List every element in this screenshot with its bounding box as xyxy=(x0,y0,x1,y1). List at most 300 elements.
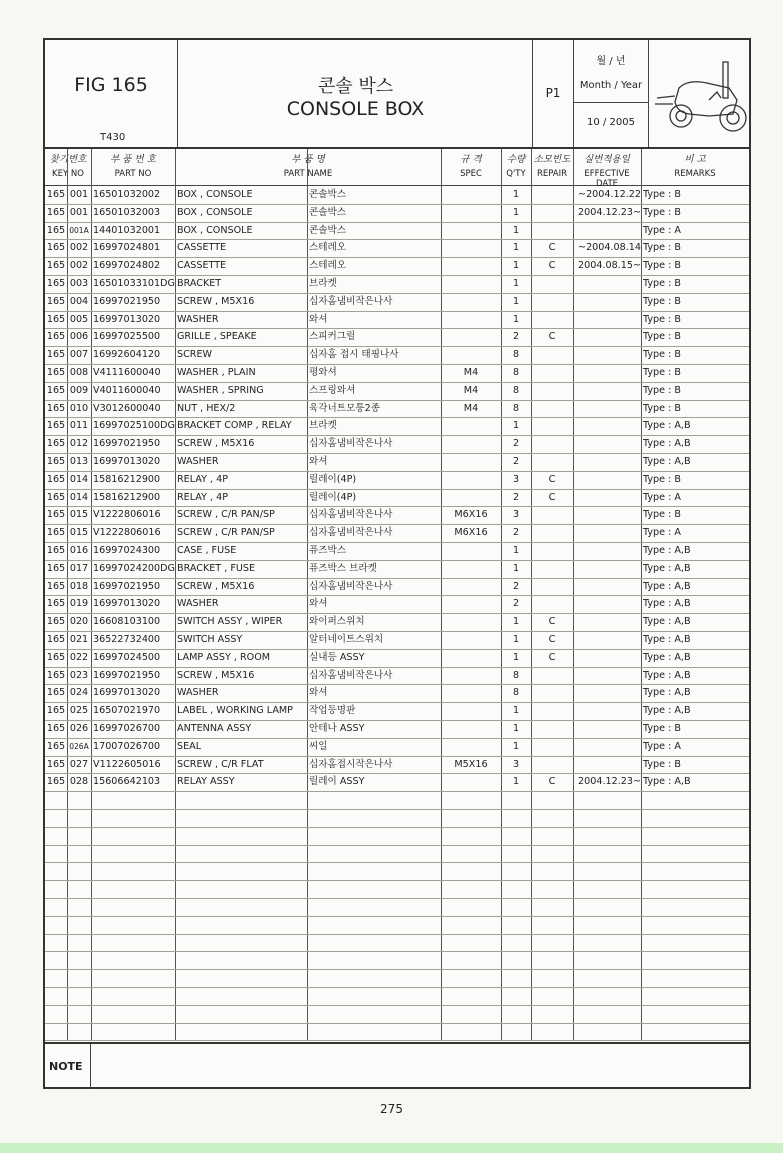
cell-fig: 165 xyxy=(46,776,66,788)
cell-remarks: Type : B xyxy=(643,723,681,734)
cell-fig: 165 xyxy=(46,634,66,645)
cell-name-kr: 십자홈냄비작은나사 xyxy=(309,509,393,521)
tractor-icon xyxy=(649,48,749,138)
cell-fig: 165 xyxy=(46,331,66,343)
cell-qty: 8 xyxy=(512,349,520,361)
cell-remarks: Type : A xyxy=(643,527,681,539)
cell-date: 2004.12.23~ xyxy=(578,776,641,788)
col-remarks-en: REMARKS xyxy=(674,169,716,179)
cell-name-en: BOX , CONSOLE xyxy=(177,206,253,218)
table-row xyxy=(45,631,749,650)
cell-part: 16992604120 xyxy=(93,349,161,361)
col-key-kr: 찾기번호 xyxy=(49,154,87,165)
cell-part: 16997024300 xyxy=(93,545,161,556)
cell-name-en: NUT , HEX/2 xyxy=(177,402,236,414)
cell-name-kr: 퓨즈박스 브라켓 xyxy=(309,562,377,574)
cell-fig: 165 xyxy=(46,723,66,734)
col-spec-en: SPEC xyxy=(460,169,482,179)
table-row xyxy=(45,756,749,775)
table-row xyxy=(45,204,749,223)
table-row xyxy=(45,862,749,881)
cell-qty: 2 xyxy=(512,598,520,610)
cell-fig: 165 xyxy=(46,473,66,485)
cell-qty: 1 xyxy=(512,740,520,752)
cell-part: 16997024500 xyxy=(93,651,161,663)
cell-part: 15816212900 xyxy=(93,473,161,485)
cell-remarks: Type : A,B xyxy=(643,545,691,556)
cell-name-en: CASSETTE xyxy=(177,242,227,254)
cell-remarks: Type : A,B xyxy=(643,669,691,681)
cell-name-en: SCREW , M5X16 xyxy=(177,438,255,450)
cell-fig: 165 xyxy=(46,705,66,717)
cell-name-kr: 브라켓 xyxy=(309,420,337,432)
note-section xyxy=(45,1042,749,1089)
cell-part: 15816212900 xyxy=(93,491,161,503)
cell-key: 020 xyxy=(69,616,89,628)
cell-repair: C xyxy=(548,616,556,628)
table-row xyxy=(45,613,749,632)
cell-date: ~2004.08.14 xyxy=(578,242,641,254)
cell-remarks: Type : A,B xyxy=(643,420,691,432)
table-row xyxy=(45,328,749,347)
cell-spec: M4 xyxy=(463,367,479,378)
cell-remarks: Type : B xyxy=(643,509,681,521)
cell-name-kr: 와이퍼스위치 xyxy=(309,616,365,628)
model-label: T430 xyxy=(100,132,126,143)
figure-number: FIG 165 xyxy=(74,74,148,96)
cell-remarks: Type : A xyxy=(643,740,681,752)
cell-name-kr: 콘솔박스 xyxy=(309,206,347,218)
cell-repair: C xyxy=(548,491,556,503)
table-row xyxy=(45,595,749,614)
cell-part: 16997021950 xyxy=(93,580,161,592)
cell-name-en: WASHER xyxy=(177,687,219,699)
cell-remarks: Type : B xyxy=(643,278,681,289)
cell-name-kr: 스테레오 xyxy=(309,242,347,254)
cell-part: 16997025500 xyxy=(93,331,161,343)
cell-part: 16501032003 xyxy=(93,206,161,218)
table-row xyxy=(45,435,749,454)
cell-name-en: RELAY , 4P xyxy=(177,473,229,485)
cell-fig: 165 xyxy=(46,206,66,218)
col-remarks-kr: 비 고 xyxy=(684,154,706,165)
col-date-en: EFFECTIVE DATE xyxy=(584,169,630,189)
cell-key: 007 xyxy=(69,349,89,361)
cell-name-kr: 십자홈냄비작은나사 xyxy=(309,527,393,539)
table-row xyxy=(45,346,749,365)
cell-fig: 165 xyxy=(46,687,66,699)
cell-fig: 165 xyxy=(46,456,66,467)
cell-name-kr: 콘솔박스 xyxy=(309,189,347,200)
cell-name-kr: 퓨즈박스 xyxy=(309,545,347,556)
cell-name-kr: 와셔 xyxy=(309,456,328,467)
cell-key: 011 xyxy=(69,420,89,432)
cell-name-en: BRACKET , FUSE xyxy=(177,562,256,574)
cell-qty: 8 xyxy=(512,669,520,681)
cell-qty: 3 xyxy=(512,509,520,521)
table-row xyxy=(45,239,749,258)
table-row xyxy=(45,951,749,970)
cell-fig: 165 xyxy=(46,384,66,396)
col-repair-en: REPAIR xyxy=(536,169,568,179)
cell-fig: 165 xyxy=(46,438,66,450)
cell-remarks: Type : B xyxy=(643,402,681,414)
col-part-en: PART NO xyxy=(114,169,152,179)
cell-name-en: WASHER , PLAIN xyxy=(177,367,256,378)
cell-fig: 165 xyxy=(46,295,66,307)
cell-name-en: LAMP ASSY , ROOM xyxy=(177,651,271,663)
cell-key: 022 xyxy=(69,651,89,663)
cell-key: 026A xyxy=(69,741,89,751)
cell-key: 017 xyxy=(69,562,89,574)
cell-name-en: BOX , CONSOLE xyxy=(177,189,253,200)
cell-part: V1222806016 xyxy=(93,527,161,539)
cell-name-en: WASHER xyxy=(177,598,219,610)
cell-qty: 2 xyxy=(512,527,520,539)
cell-fig: 165 xyxy=(46,651,66,663)
cell-remarks: Type : A,B xyxy=(643,634,691,645)
cell-key: 001 xyxy=(69,189,89,200)
cell-remarks: Type : B xyxy=(643,260,681,272)
table-row xyxy=(45,934,749,953)
cell-qty: 1 xyxy=(512,260,520,272)
cell-name-en: CASSETTE xyxy=(177,260,227,272)
cell-repair: C xyxy=(548,331,556,343)
cell-key: 005 xyxy=(69,313,89,325)
cell-fig: 165 xyxy=(46,669,66,681)
cell-part: 16997024200DG xyxy=(93,562,175,574)
col-name-kr: 부 품 명 xyxy=(291,154,325,165)
cell-key: 002 xyxy=(69,260,89,272)
table-row xyxy=(45,845,749,864)
cell-repair: C xyxy=(548,634,556,645)
cell-key: 014 xyxy=(69,491,89,503)
cell-remarks: Type : A xyxy=(643,491,681,503)
cell-name-kr: 십자홈냄비작은나사 xyxy=(309,669,393,681)
cell-name-en: LABEL , WORKING LAMP xyxy=(177,705,293,717)
cell-fig: 165 xyxy=(46,313,66,325)
cell-qty: 2 xyxy=(512,438,520,450)
cell-remarks: Type : B xyxy=(643,758,681,770)
cell-key: 015 xyxy=(69,509,89,521)
table-row xyxy=(45,827,749,846)
column-headers xyxy=(45,149,749,189)
cell-remarks: Type : A,B xyxy=(643,705,691,717)
cell-name-kr: 십자홈 접시 태핑나사 xyxy=(309,349,399,361)
cell-name-en: CASE , FUSE xyxy=(177,545,237,556)
cell-name-en: GRILLE , SPEAKE xyxy=(177,331,257,343)
cell-repair: C xyxy=(548,242,556,254)
cell-name-en: SWITCH ASSY , WIPER xyxy=(177,616,283,628)
table-row xyxy=(45,702,749,721)
cell-fig: 165 xyxy=(46,260,66,272)
note-label: NOTE xyxy=(49,1060,83,1073)
cell-remarks: Type : B xyxy=(643,242,681,254)
cell-key: 013 xyxy=(69,456,89,467)
cell-fig: 165 xyxy=(46,349,66,361)
cell-part: 16997024802 xyxy=(93,260,161,272)
cell-key: 009 xyxy=(69,384,89,396)
cell-name-en: RELAY ASSY xyxy=(177,776,235,788)
cell-remarks: Type : A xyxy=(643,224,681,236)
cell-name-en: SCREW , M5X16 xyxy=(177,295,255,307)
table-row xyxy=(45,649,749,668)
cell-qty: 1 xyxy=(512,224,520,236)
cell-qty: 2 xyxy=(512,331,520,343)
cell-spec: M5X16 xyxy=(454,758,488,770)
cell-date: 2004.08.15~ xyxy=(578,260,641,272)
cell-remarks: Type : B xyxy=(643,331,681,343)
cell-qty: 8 xyxy=(512,384,520,396)
col-qty-kr: 수량 xyxy=(506,154,526,165)
cell-fig: 165 xyxy=(46,740,66,752)
cell-spec: M4 xyxy=(463,402,479,414)
table-row xyxy=(45,969,749,988)
scan-edge xyxy=(0,1143,783,1153)
table-row xyxy=(45,275,749,294)
cell-name-en: SCREW , C/R PAN/SP xyxy=(177,527,275,539)
cell-part: 16997013020 xyxy=(93,313,161,325)
cell-remarks: Type : A,B xyxy=(643,598,691,610)
cell-remarks: Type : B xyxy=(643,384,681,396)
cell-name-en: WASHER , SPRING xyxy=(177,384,264,396)
cell-name-en: SWITCH ASSY xyxy=(177,634,243,645)
cell-key: 019 xyxy=(69,598,89,610)
title-korean: 콘솔 박스 xyxy=(317,76,394,97)
cell-fig: 165 xyxy=(46,420,66,432)
cell-fig: 165 xyxy=(46,545,66,556)
cell-repair: C xyxy=(548,260,556,272)
table-row xyxy=(45,471,749,490)
cell-part: V1222806016 xyxy=(93,509,161,521)
cell-qty: 2 xyxy=(512,491,520,503)
cell-qty: 1 xyxy=(512,634,520,645)
month-year-label: Month / Year xyxy=(579,80,643,91)
cell-name-kr: 알터네이트스위치 xyxy=(309,634,384,645)
cell-part: 14401032001 xyxy=(93,224,161,236)
cell-qty: 1 xyxy=(512,420,520,432)
cell-key: 004 xyxy=(69,295,89,307)
cell-name-kr: 릴레이 ASSY xyxy=(309,776,365,788)
table-row xyxy=(45,773,749,792)
table-row xyxy=(45,1023,749,1042)
table-row xyxy=(45,987,749,1006)
cell-fig: 165 xyxy=(46,562,66,574)
cell-key: 027 xyxy=(69,758,89,770)
cell-key: 003 xyxy=(69,278,89,289)
cell-fig: 165 xyxy=(46,242,66,254)
table-row xyxy=(45,542,749,561)
cell-qty: 1 xyxy=(512,616,520,628)
cell-remarks: Type : B xyxy=(643,473,681,485)
cell-key: 008 xyxy=(69,367,89,378)
cell-fig: 165 xyxy=(46,580,66,592)
table-row xyxy=(45,382,749,401)
cell-part: 16501033101DG xyxy=(93,278,175,289)
table-row xyxy=(45,667,749,686)
cell-fig: 165 xyxy=(46,509,66,521)
cell-name-en: SCREW , C/R FLAT xyxy=(177,758,264,770)
cell-key: 002 xyxy=(69,242,89,254)
cell-remarks: Type : B xyxy=(643,206,681,218)
table-row xyxy=(45,293,749,312)
col-repair-kr: 소모빈도 xyxy=(533,154,571,165)
cell-part: 16507021970 xyxy=(93,705,161,717)
col-part-kr: 부 품 번 호 xyxy=(110,154,156,165)
cell-name-kr: 와셔 xyxy=(309,598,328,610)
table-row xyxy=(45,400,749,419)
cell-name-kr: 씨일 xyxy=(309,740,328,752)
cell-name-kr: 스피커그릴 xyxy=(309,331,356,343)
cell-qty: 3 xyxy=(512,758,520,770)
cell-key: 028 xyxy=(69,776,89,788)
cell-part: 16997025100DG xyxy=(93,420,175,432)
cell-name-kr: 브라켓 xyxy=(309,278,337,289)
cell-key: 001 xyxy=(69,206,89,218)
cell-part: 16997013020 xyxy=(93,456,161,467)
cell-fig: 165 xyxy=(46,491,66,503)
cell-name-kr: 콘솔박스 xyxy=(309,224,347,236)
cell-qty: 1 xyxy=(512,562,520,574)
cell-remarks: Type : A,B xyxy=(643,580,691,592)
cell-qty: 1 xyxy=(512,651,520,663)
cell-qty: 1 xyxy=(512,206,520,218)
table-row xyxy=(45,916,749,935)
cell-name-en: RELAY , 4P xyxy=(177,491,229,503)
table-row xyxy=(45,898,749,917)
table-row xyxy=(45,809,749,828)
cell-key: 001A xyxy=(69,225,89,235)
cell-repair: C xyxy=(548,776,556,788)
cell-part: 16608103100 xyxy=(93,616,161,628)
table-row xyxy=(45,880,749,899)
cell-part: 17007026700 xyxy=(93,740,161,752)
cell-name-kr: 십자홈냄비작은나사 xyxy=(309,580,393,592)
cell-key: 015 xyxy=(69,527,89,539)
table-row xyxy=(45,791,749,810)
cell-name-en: WASHER xyxy=(177,456,219,467)
cell-fig: 165 xyxy=(46,189,66,200)
cell-key: 016 xyxy=(69,545,89,556)
cell-qty: 1 xyxy=(512,242,520,254)
cell-part: 16997013020 xyxy=(93,687,161,699)
cell-remarks: Type : B xyxy=(643,367,681,378)
cell-fig: 165 xyxy=(46,224,66,236)
cell-part: 36522732400 xyxy=(93,634,161,645)
cell-name-en: SCREW , C/R PAN/SP xyxy=(177,509,275,521)
cell-name-kr: 와셔 xyxy=(309,687,328,699)
table-row xyxy=(45,311,749,330)
cell-name-en: BRACKET xyxy=(177,278,222,289)
table-row xyxy=(45,560,749,579)
cell-name-kr: 안테나 ASSY xyxy=(309,723,365,734)
cell-key: 023 xyxy=(69,669,89,681)
cell-part: V4011600040 xyxy=(93,384,161,396)
cell-qty: 1 xyxy=(512,723,520,734)
col-date-kr: 실번적용일 xyxy=(584,154,630,165)
cell-fig: 165 xyxy=(46,616,66,628)
cell-remarks: Type : A,B xyxy=(643,438,691,450)
cell-remarks: Type : A,B xyxy=(643,651,691,663)
cell-spec: M6X16 xyxy=(454,509,488,521)
cell-name-en: WASHER xyxy=(177,313,219,325)
cell-qty: 1 xyxy=(512,545,520,556)
cell-part: 16997021950 xyxy=(93,438,161,450)
cell-name-en: SCREW xyxy=(177,349,213,361)
cell-name-kr: 릴레이(4P) xyxy=(309,473,357,485)
table-row xyxy=(45,186,749,205)
cell-remarks: Type : B xyxy=(643,295,681,307)
cell-fig: 165 xyxy=(46,527,66,539)
cell-qty: 1 xyxy=(512,705,520,717)
cell-key: 026 xyxy=(69,723,89,734)
table-row xyxy=(45,720,749,739)
cell-fig: 165 xyxy=(46,758,66,770)
cell-fig: 165 xyxy=(46,278,66,289)
table-row xyxy=(45,506,749,525)
cell-spec: M6X16 xyxy=(454,527,488,539)
cell-remarks: Type : B xyxy=(643,313,681,325)
cell-name-kr: 십자홈냄비작은나사 xyxy=(309,438,393,450)
cell-qty: 2 xyxy=(512,580,520,592)
cell-repair: C xyxy=(548,473,556,485)
cell-remarks: Type : B xyxy=(643,349,681,361)
cell-name-kr: 작업등명판 xyxy=(309,705,356,717)
month-year-value: 10 / 2005 xyxy=(587,117,635,128)
cell-remarks: Type : A,B xyxy=(643,456,691,467)
cell-name-kr: 실내등 ASSY xyxy=(309,651,365,663)
cell-name-kr: 십자홈접시작은나사 xyxy=(309,758,393,770)
cell-qty: 1 xyxy=(512,313,520,325)
cell-name-en: SEAL xyxy=(177,740,202,752)
cell-qty: 8 xyxy=(512,402,520,414)
cell-key: 021 xyxy=(69,634,89,645)
cell-name-kr: 평와셔 xyxy=(309,367,337,378)
cell-fig: 165 xyxy=(46,598,66,610)
cell-qty: 8 xyxy=(512,687,520,699)
cell-spec: M4 xyxy=(463,384,479,396)
table-row xyxy=(45,489,749,508)
col-key-en: KEY NO xyxy=(52,169,84,179)
cell-qty: 2 xyxy=(512,456,520,467)
col-spec-kr: 규 격 xyxy=(460,154,482,165)
sheet-header xyxy=(45,40,749,149)
page-code: P1 xyxy=(545,86,561,100)
cell-name-en: BRACKET COMP , RELAY xyxy=(177,420,292,432)
cell-remarks: Type : A,B xyxy=(643,687,691,699)
cell-key: 018 xyxy=(69,580,89,592)
cell-part: 16997013020 xyxy=(93,598,161,610)
cell-qty: 1 xyxy=(512,776,520,788)
cell-name-kr: 십자홈냄비작은나사 xyxy=(309,295,393,307)
cell-part: 16997021950 xyxy=(93,669,161,681)
cell-name-kr: 릴레이(4P) xyxy=(309,491,357,503)
cell-remarks: Type : B xyxy=(643,189,681,200)
cell-remarks: Type : A,B xyxy=(643,776,691,788)
cell-part: V3012600040 xyxy=(93,402,161,414)
cell-name-en: BOX , CONSOLE xyxy=(177,224,253,236)
cell-qty: 8 xyxy=(512,367,520,378)
cell-part: 16997026700 xyxy=(93,723,161,734)
cell-remarks: Type : A,B xyxy=(643,616,691,628)
col-qty-en: Q'TY xyxy=(506,169,526,179)
cell-name-kr: 와셔 xyxy=(309,313,328,325)
table-row xyxy=(45,453,749,472)
cell-qty: 1 xyxy=(512,189,520,200)
cell-name-kr: 스프링와셔 xyxy=(309,384,356,396)
month-year-korean: 월 / 년 xyxy=(596,56,626,67)
cell-key: 006 xyxy=(69,331,89,343)
